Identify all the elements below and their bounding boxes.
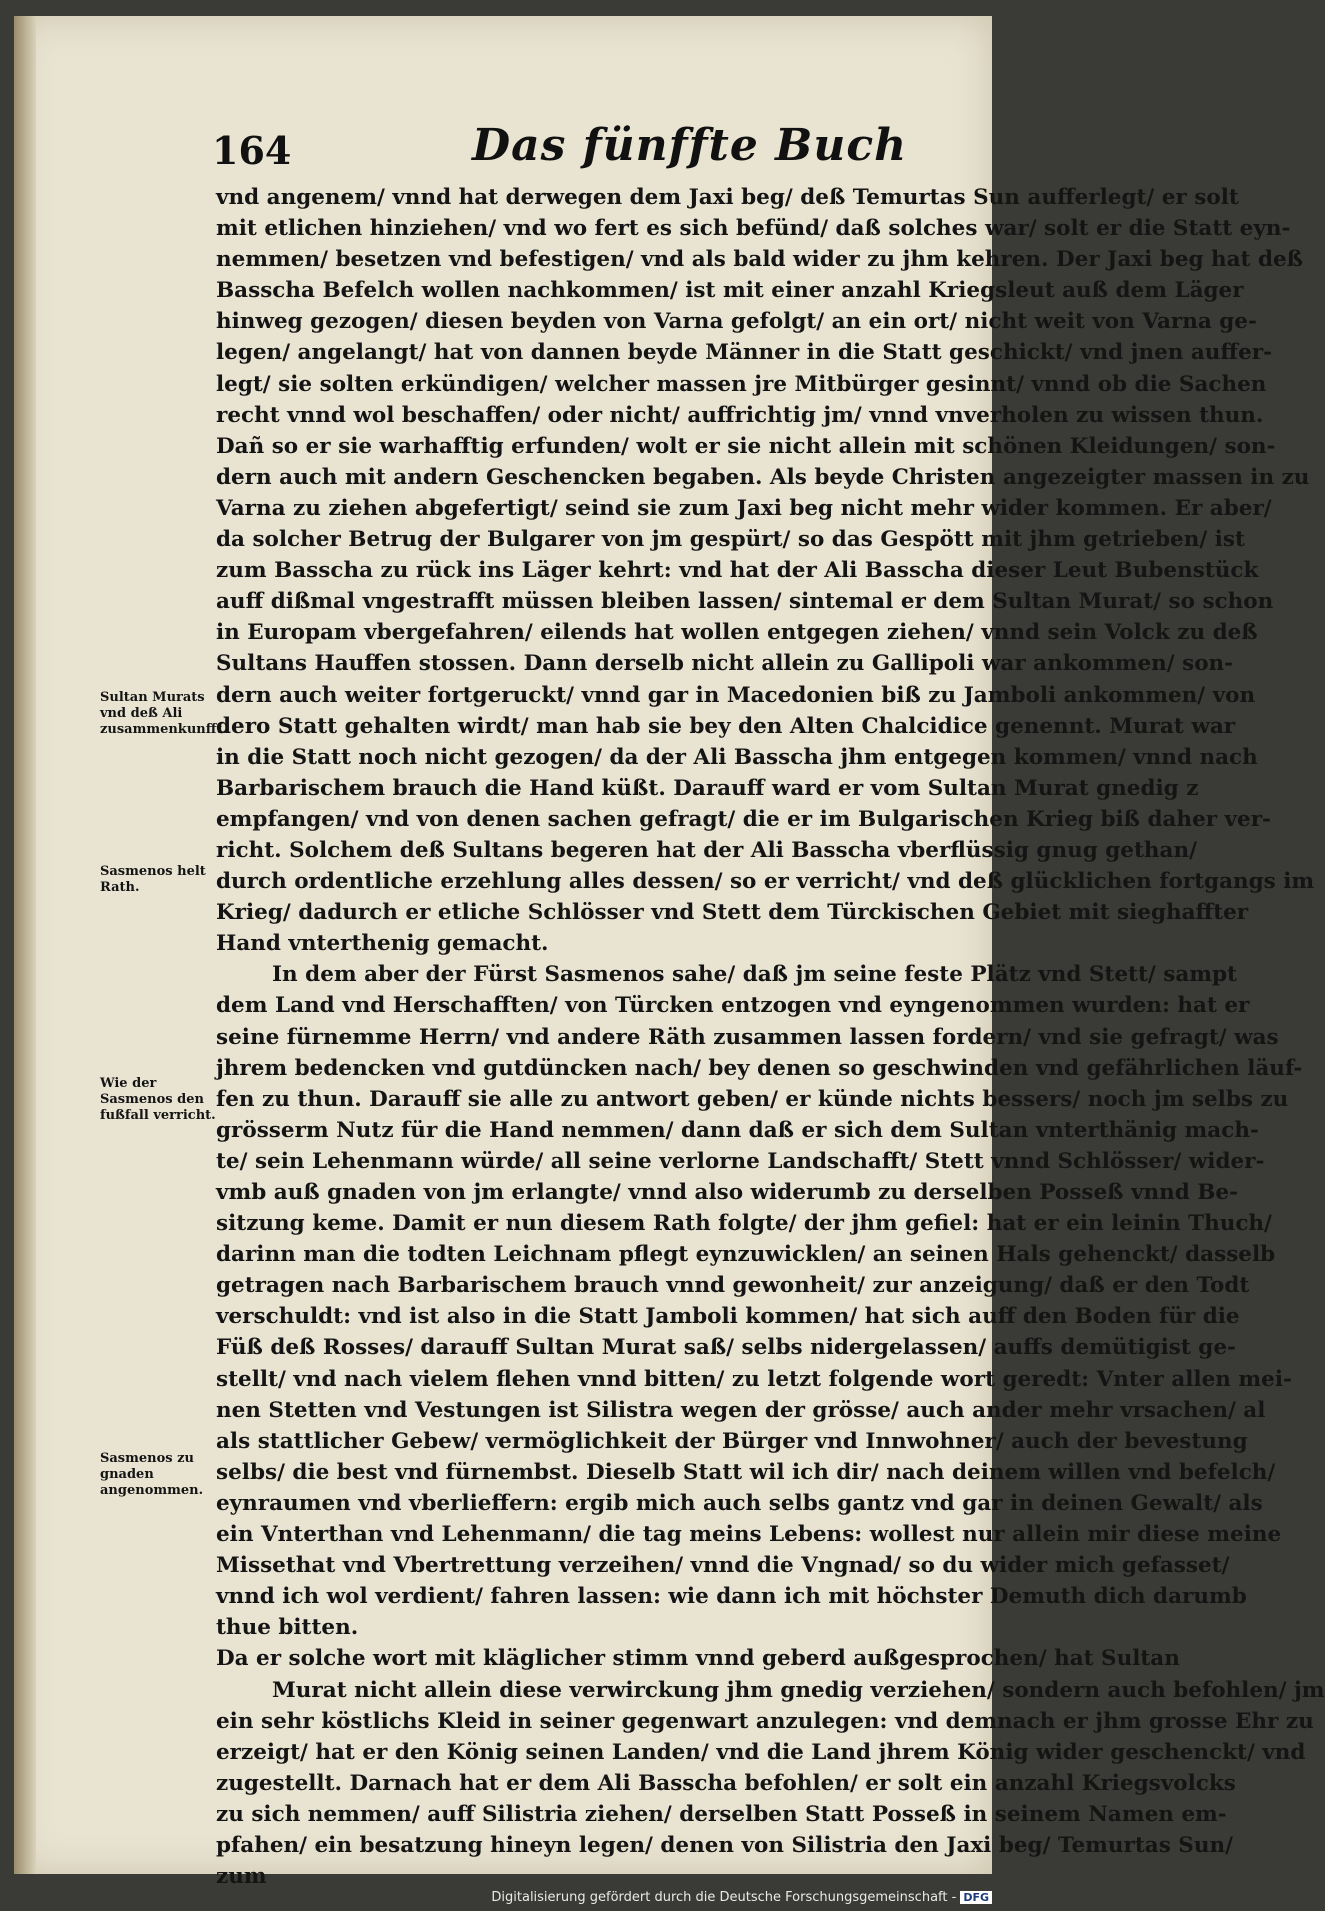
text-line: legen/ angelangt/ hat von dannen beyde Männer in die Statt geschickt/ vnd jnen auffer- xyxy=(216,340,1273,366)
text-line: Füß deß Rosses/ darauff Sultan Murat saß/ selbs nidergelassen/ auffs demütigist ge- xyxy=(216,1335,1236,1361)
credit-text: Digitalisierung gefördert durch die Deutsche Forschungsgemeinschaft - xyxy=(491,1890,957,1905)
page-binding-edge xyxy=(14,16,36,1874)
page-header xyxy=(212,120,982,180)
text-line: da solcher Betrug der Bulgarer von jm gespürt/ so das Gespött mit jhm getrieben/ ist xyxy=(216,527,1245,553)
page-number: 164 xyxy=(212,128,292,173)
text-line: vnnd ich wol verdient/ fahren lassen: wie dann ich mit höchster Demuth dich darumb xyxy=(216,1584,1247,1610)
text-line: Barbarischem brauch die Hand küßt. Darauff ward er vom Sultan Murat gnedig z xyxy=(216,775,1199,801)
text-line: erzeigt/ hat er den König seinen Landen/ vnd die Land jhrem König wider geschenckt/ vnd xyxy=(216,1739,1306,1765)
text-line: in Europam vbergefahren/ eilends hat wollen entgegen ziehen/ vnnd sein Volck zu deß xyxy=(216,620,1258,646)
text-line: hinweg gezogen/ diesen beyden von Varna gefolgt/ an ein ort/ nicht weit von Varna ge- xyxy=(216,309,1257,335)
text-line: thue bitten. xyxy=(216,1615,359,1641)
text-line: Missethat vnd Vbertrettung verzeihen/ vnnd die Vngnad/ so du wider mich gefasset/ xyxy=(216,1553,1230,1579)
text-line: in die Statt noch nicht gezogen/ da der Ali Basscha jhm entgegen kommen/ vnnd nach xyxy=(216,744,1258,770)
margin-note: Sasmenos zu gnaden angenommen. xyxy=(100,1451,204,1498)
text-line: zum xyxy=(216,1864,267,1890)
text-line: In dem aber der Fürst Sasmenos sahe/ daß jm seine feste Plätz vnd Stett/ sampt xyxy=(272,962,1237,988)
text-line: mit etlichen hinziehen/ vnd wo fert es sich befünd/ daß solches war/ solt er die Statt eyn- xyxy=(216,216,1291,242)
text-line: nemmen/ besetzen vnd befestigen/ vnd als bald wider zu jhm kehren. Der Jaxi beg hat deß xyxy=(216,247,1303,273)
text-line: sitzung keme. Damit er nun diesem Rath folgte/ der jhm gefiel: hat er ein leinin Thuch/ xyxy=(216,1211,1272,1237)
text-line: pfahen/ ein besatzung hineyn legen/ denen von Silistria den Jaxi beg/ Temurtas Sun/ xyxy=(216,1832,1233,1858)
text-line: darinn man die todten Leichnam pflegt eynzuwicklen/ an seinen Hals gehenckt/ dasselb xyxy=(216,1242,1276,1268)
text-line: als stattlicher Gebew/ vermöglichkeit der Bürger vnd Innwohner/ auch der bevestung xyxy=(216,1428,1248,1454)
text-line: Hand vnterthenig gemacht. xyxy=(216,931,549,957)
margin-note: Sultan Murats vnd deß Ali zusammenkunfft. xyxy=(100,690,227,737)
text-line: eynraumen vnd vberlieffern: ergib mich auch selbs gantz vnd gar in deinen Gewalt/ als xyxy=(216,1490,1263,1516)
text-line: Murat nicht allein diese verwirckung jhm gnedig verziehen/ sondern auch befohlen/ jm xyxy=(272,1677,1325,1703)
text-line: getragen nach Barbarischem brauch vnnd gewonheit/ zur anzeigung/ daß er den Todt xyxy=(216,1273,1250,1299)
text-line: zum Basscha zu rück ins Läger kehrt: vnd hat der Ali Basscha dieser Leut Bubenstück xyxy=(216,558,1259,584)
text-line: ein Vnterthan vnd Lehenmann/ die tag meins Lebens: wollest nur allein mir diese meine xyxy=(216,1522,1282,1548)
text-line: dern auch weiter fortgeruckt/ vnnd gar in Macedonien biß zu Jamboli ankommen/ von xyxy=(216,682,1256,708)
text-line: Dañ so er sie warhafftig erfunden/ wolt er sie nicht allein mit schönen Kleidungen/ son- xyxy=(216,433,1276,459)
text-line: jhrem bedencken vnd gutdüncken nach/ bey denen so geschwinden vnd gefährlichen läuf- xyxy=(216,1055,1303,1081)
text-line: vmb auß gnaden von jm erlangte/ vnnd also widerumb zu derselben Posseß vnnd Be- xyxy=(216,1180,1238,1205)
text-line: recht vnnd wol beschaffen/ oder nicht/ auffrichtig jm/ vnnd vnverholen zu wissen thun. xyxy=(216,402,1264,428)
text-line: grösserm Nutz für die Hand nemmen/ dann daß er sich dem Sultan vnterthänig mach- xyxy=(216,1117,1259,1143)
text-line: empfangen/ vnd von denen sachen gefragt/ die er im Bulgarischen Krieg biß daher ver- xyxy=(216,806,1271,832)
text-line: Varna zu ziehen abgefertigt/ seind sie zum Jaxi beg nicht mehr wider kommen. Er aber/ xyxy=(216,495,1272,521)
text-line: vnd angenem/ vnnd hat derwegen dem Jaxi beg/ deß Temurtas Sun aufferlegt/ er solt xyxy=(216,185,1239,210)
text-line: verschuldt: vnd ist also in die Statt Jamboli kommen/ hat sich auff den Boden für die xyxy=(216,1304,1240,1330)
text-line: zu sich nemmen/ auff Silistria ziehen/ derselben Statt Posseß in seinem Namen em- xyxy=(216,1801,1227,1827)
margin-note: Sasmenos helt Rath. xyxy=(100,864,206,895)
text-line: Da er solche wort mit kläglicher stimm vnnd geberd außgesprochen/ hat Sultan xyxy=(216,1646,1180,1672)
running-title: Das fünffte Buch xyxy=(472,120,908,171)
text-line: dern auch mit andern Geschencken begaben. Als beyde Christen angezeigter massen in zu xyxy=(216,464,1310,490)
text-line: nen Stetten vnd Vestungen ist Silistra wegen der grösse/ auch ander mehr vrsachen/ al xyxy=(216,1397,1266,1423)
text-line: richt. Solchem deß Sultans begeren hat der Ali Basscha vberflüssig gnug gethan/ xyxy=(216,837,1197,863)
text-line: selbs/ die best vnd fürnembst. Dieselb Statt wil ich dir/ nach deinem willen vnd befelch/ xyxy=(216,1459,1276,1485)
text-line: zugestellt. Darnach hat er dem Ali Basscha befohlen/ er solt ein anzahl Kriegsvolcks xyxy=(216,1770,1236,1796)
text-line: durch ordentliche erzehlung alles dessen/ so er verricht/ vnd deß glücklichen fortgangs im xyxy=(216,869,1315,895)
body-lines xyxy=(216,182,1325,1892)
text-line: stellt/ vnd nach vielem flehen vnnd bitten/ zu letzt folgende wort geredt: Vnter allen mei- xyxy=(216,1366,1292,1392)
margin-note: Wie der Sasmenos den fußfall verricht. xyxy=(100,1076,216,1123)
dfg-logo: DFG xyxy=(960,1891,992,1904)
text-line: ein sehr köstlichs Kleid in seiner gegenwart anzulegen: vnd demnach er jhm grosse Ehr zu xyxy=(216,1708,1314,1734)
text-line: dem Land vnd Herschafften/ von Türcken entzogen vnd eyngenommen wurden: hat er xyxy=(216,993,1250,1019)
text-line: Krieg/ dadurch er etliche Schlösser vnd Stett dem Türckischen Gebiet mit sieghaffter xyxy=(216,900,1249,926)
text-line: dero Statt gehalten wirdt/ man hab sie bey den Alten Chalcidice genennt. Murat war xyxy=(216,713,1236,739)
text-line: Basscha Befelch wollen nachkommen/ ist mit einer anzahl Kriegsleut auß dem Läger xyxy=(216,278,1244,304)
digitization-credit xyxy=(491,1890,992,1905)
text-line: seine fürnemme Herrn/ vnd andere Räth zusammen lassen fordern/ vnd sie gefragt/ was xyxy=(216,1024,1279,1050)
body-text xyxy=(216,182,1325,1892)
text-line: auff dißmal vngestrafft müssen bleiben lassen/ sintemal er dem Sultan Murat/ so schon xyxy=(216,589,1274,615)
text-line: legt/ sie solten erkündigen/ welcher massen jre Mitbürger gesinnt/ vnnd ob die Sachen xyxy=(216,371,1267,397)
text-line: fen zu thun. Darauff sie alle zu antwort geben/ er künde nichts bessers/ noch jm selbs zu xyxy=(216,1086,1289,1112)
text-line: te/ sein Lehenmann würde/ all seine verlorne Landschafft/ Stett vnnd Schlösser/ wider- xyxy=(216,1148,1265,1174)
text-line: Sultans Hauffen stossen. Dann derselb nicht allein zu Gallipoli war ankommen/ son- xyxy=(216,651,1234,677)
